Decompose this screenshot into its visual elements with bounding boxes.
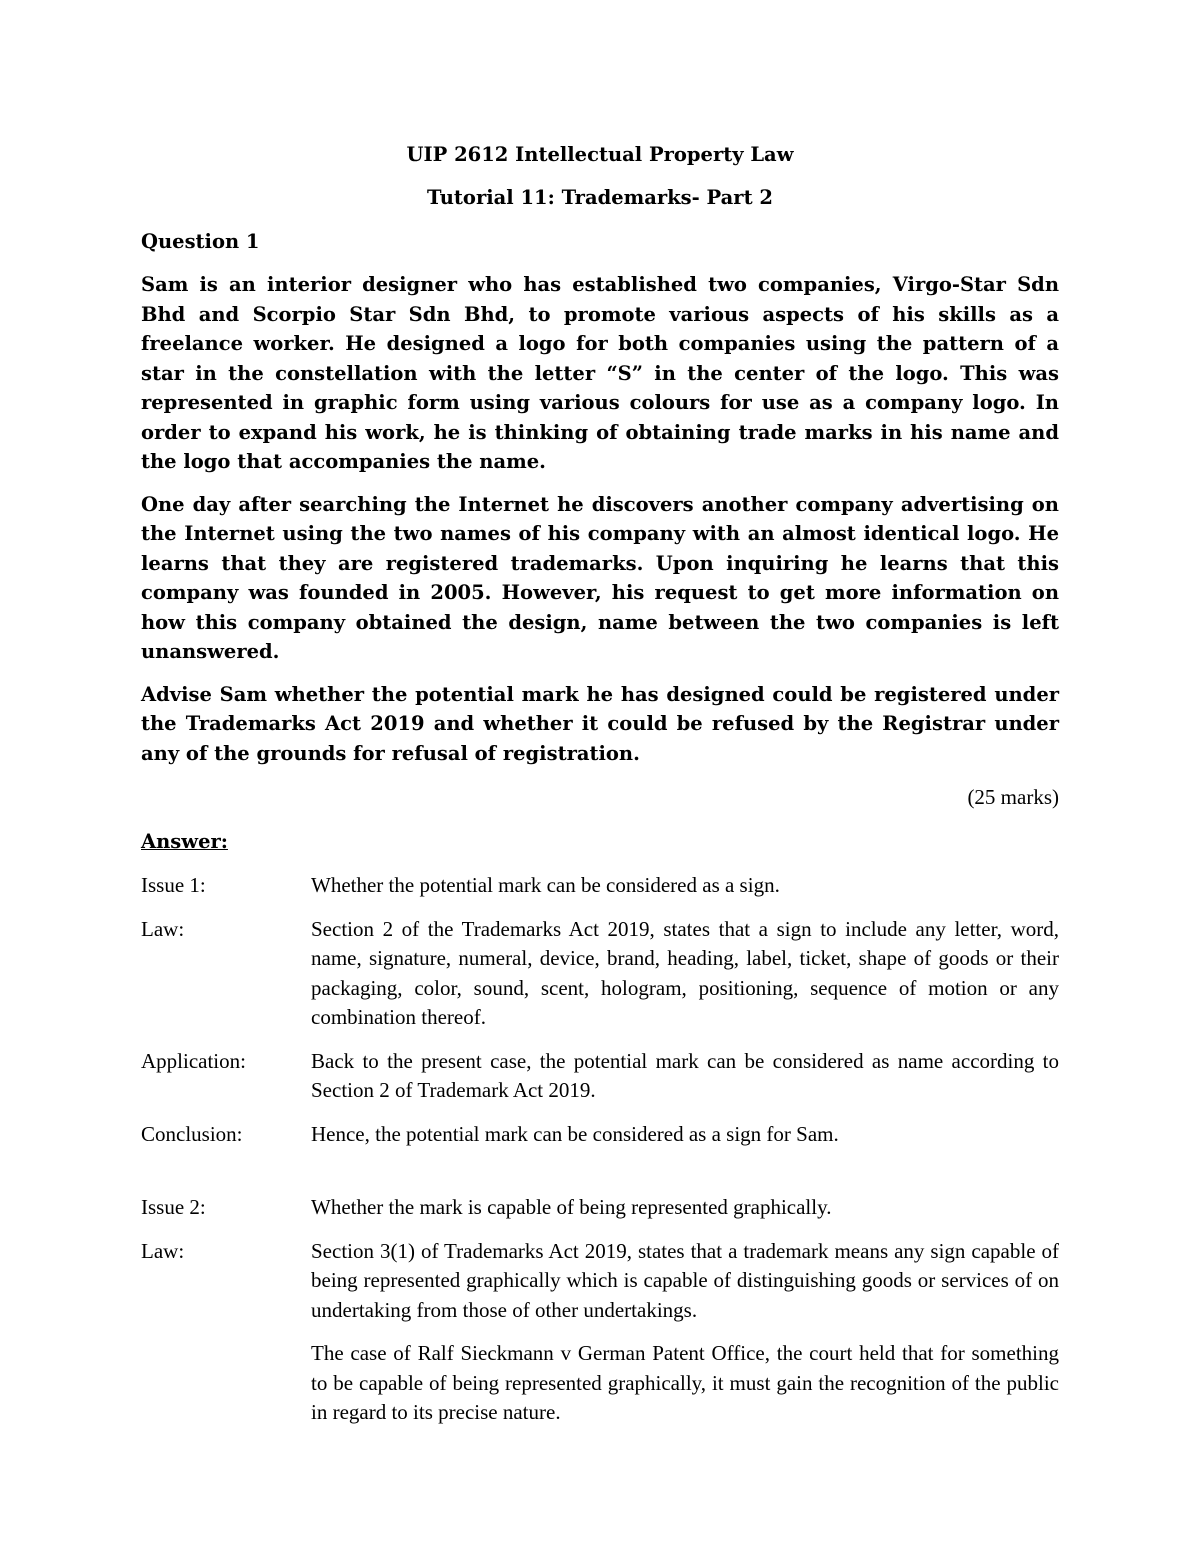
course-title: UIP 2612 Intellectual Property Law	[406, 143, 794, 166]
issue1-application-text: Back to the present case, the potential mark can be considered as name according to Section 2 of Trademark Act 2019.	[311, 1048, 1059, 1102]
issue1-conclusion-row	[141, 1120, 1059, 1150]
issue2-law-text-statute: Section 3(1) of Trademarks Act 2019, states that a trademark means any sign capable of being represented graphically which is capable of distinguishing goods or services of on undertaking from those of other undertakings.	[311, 1238, 1059, 1322]
issue2-text: Whether the mark is capable of being represented graphically.	[311, 1195, 832, 1219]
question-paragraph-2: One day after searching the Internet he discovers another company advertising on the Internet using the two names of his company with an almost identical logo. He learns that they are registered trademarks. Upon inquiring he learns that this company was founded in 2005. However, his request to get more information on how this company obtained the design, name between the two companies is left unanswered.	[141, 492, 1059, 663]
issue1-conclusion-label: Conclusion:	[141, 1121, 243, 1146]
issue1-law-text: Section 2 of the Trademarks Act 2019, states that a sign to include any letter, word, name, signature, numeral, device, brand, heading, label, ticket, shape of goods or their packaging, color, sound, scent, hologram, positioning, sequence of motion or any combination thereof.	[311, 916, 1059, 1029]
issue2-label: Issue 2:	[141, 1195, 206, 1219]
issue1-law-row	[141, 915, 1059, 1033]
tutorial-title: Tutorial 11: Trademarks- Part 2	[427, 186, 773, 209]
issue1-row	[141, 871, 1059, 901]
issue2-law-body	[311, 1237, 1059, 1428]
issue2-row	[141, 1193, 1059, 1223]
question-heading: Question 1	[141, 230, 260, 253]
issue1-conclusion-text: Hence, the potential mark can be considered as a sign for Sam.	[311, 1121, 839, 1146]
issue1-label: Issue 1:	[141, 873, 206, 897]
marks-allocation: (25 marks)	[967, 785, 1059, 809]
section-spacer	[141, 1149, 1059, 1179]
issue2-law-row	[141, 1237, 1059, 1428]
issue2-law-text-case: The case of Ralf Sieckmann v German Patent Office, the court held that for something to be capable of being represented graphically, it must gain the recognition of the public in regard to its precise nature.	[311, 1341, 1059, 1424]
document-page	[141, 140, 1059, 1428]
question-paragraph-3: Advise Sam whether the potential mark he has designed could be registered under the Trademarks Act 2019 and whether it could be refused by the Registrar under any of the grounds for refusal of registration.	[141, 682, 1059, 765]
answer-heading: Answer:	[141, 830, 228, 853]
question-paragraph-1: Sam is an interior designer who has established two companies, Virgo-Star Sdn Bhd and Scorpio Star Sdn Bhd, to promote various aspects of his skills as a freelance worker. He designed a logo for both companies using the pattern of a star in the constellation with the letter “S” in the center of the logo. This was represented in graphic form using various colours for use as a company logo. In order to expand his work, he is thinking of obtaining trade marks in his name and the logo that accompanies the name.	[141, 273, 1059, 473]
issue1-text: Whether the potential mark can be considered as a sign.	[311, 873, 780, 897]
issue2-law-label: Law:	[141, 1238, 185, 1263]
issue1-law-label: Law:	[141, 916, 185, 941]
issue1-application-label: Application:	[141, 1048, 246, 1073]
issue1-application-row	[141, 1047, 1059, 1106]
